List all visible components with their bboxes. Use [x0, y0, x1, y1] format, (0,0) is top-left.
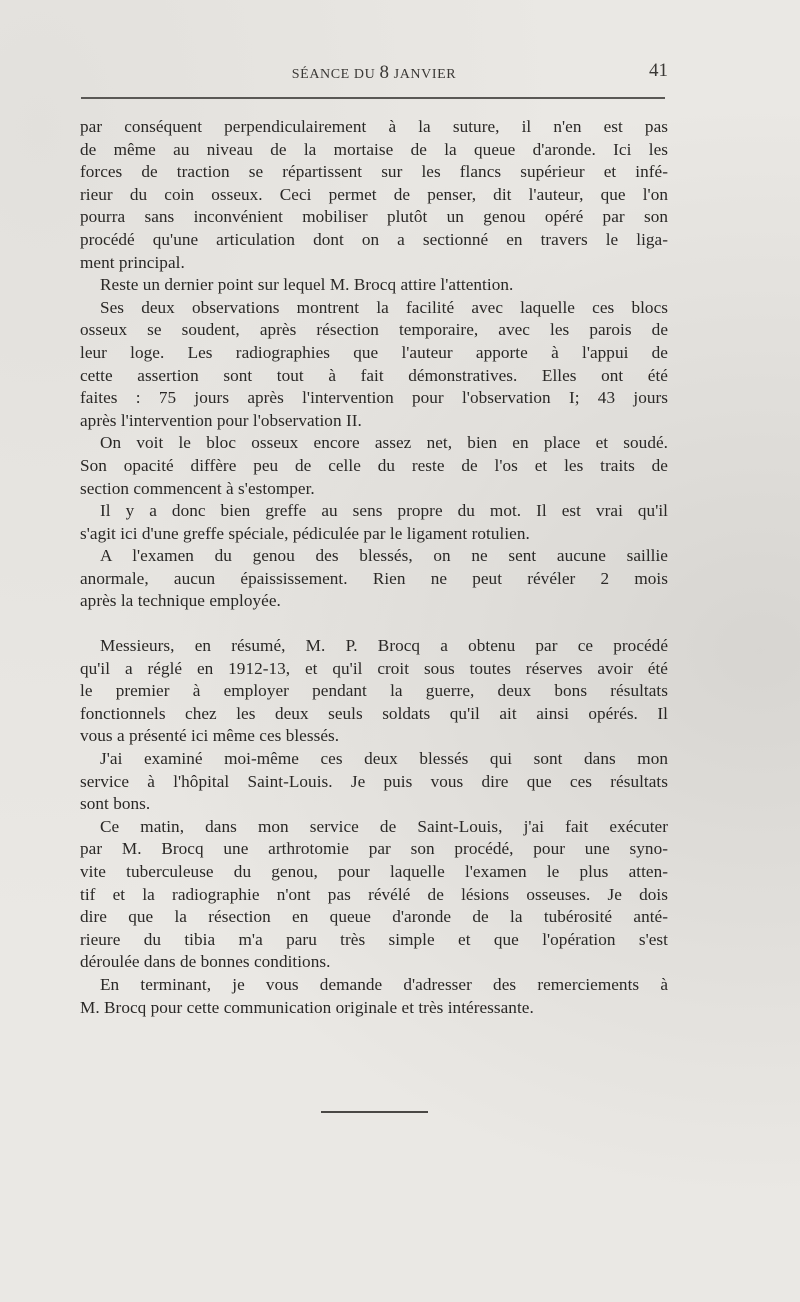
text-line: fonctionnels chez les deux seuls soldats qu'il ait ainsi opérés. Il [80, 703, 668, 723]
running-title-suffix: JANVIER [389, 67, 457, 82]
text-line: A l'examen du genou des blessés, on ne sent aucune saillie [100, 546, 668, 566]
text-line: anormale, aucun épaississement. Rien ne peut révéler 2 mois [80, 568, 668, 588]
text-line: ment principal. [80, 252, 185, 272]
text-line: pourra sans inconvénient mobiliser plutôt un genou opéré par son [80, 207, 668, 227]
paragraph [80, 974, 668, 1019]
text-line: section commencent à s'estomper. [80, 478, 315, 498]
running-head [80, 60, 668, 84]
paragraph [80, 545, 668, 613]
end-rule [321, 1111, 428, 1113]
text-line: vous a présenté ici même ces blessés. [80, 726, 340, 746]
text-line: J'ai examiné moi-même ces deux blessés qui sont dans mon [100, 749, 668, 769]
text-line: vite tuberculeuse du genou, pour laquelle l'examen le plus atten- [80, 862, 668, 881]
text-line: par conséquent perpendiculairement à la suture, il n'en est pas [80, 117, 668, 136]
text-line: leur loge. Les radiographies que l'auteur apporte à l'appui de [80, 342, 668, 362]
text-line: sont bons. [80, 794, 151, 814]
text-line: après la technique employée. [80, 591, 281, 611]
text-line: rieure du tibia m'a paru très simple et que l'opération s'est [80, 929, 668, 949]
paragraph [80, 432, 668, 500]
text-line: faites : 75 jours après l'intervention pour l'observation I; 43 jours [80, 388, 668, 408]
text-line: de même au niveau de la mortaise de la queue d'aronde. Ici les [80, 139, 668, 159]
section-gap [80, 613, 668, 635]
text-line: Reste un dernier point sur lequel M. Brocq attire l'attention. [100, 275, 514, 295]
text-line: rieur du coin osseux. Ceci permet de penser, dit l'auteur, que l'on [80, 184, 668, 204]
text-line: s'agit ici d'une greffe spéciale, pédiculée par le ligament rotulien. [80, 523, 530, 543]
text-line: En terminant, je vous demande d'adresser des remerciements à [100, 974, 668, 994]
page-number: 41 [649, 60, 668, 81]
text-line: par M. Brocq une arthrotomie par son procédé, pour une syno- [80, 839, 668, 859]
running-title-prefix: SÉANCE DU [291, 67, 380, 82]
paragraph [80, 635, 668, 748]
text-line: après l'intervention pour l'observation II. [80, 410, 362, 430]
text-line: service à l'hôpital Saint-Louis. Je puis vous dire que ces résultats [80, 771, 668, 791]
paragraph [80, 297, 668, 433]
text-line: le premier à employer pendant la guerre, deux bons résultats [80, 681, 668, 701]
paragraph [80, 116, 668, 274]
text-line: procédé qu'une articulation dont on a sectionné en travers le liga- [80, 229, 668, 249]
text-line: qu'il a réglé en 1912-13, et qu'il croit sous toutes réserves avoir été [80, 658, 668, 678]
text-line: forces de traction se répartissent sur les flancs supérieur et infé- [80, 162, 668, 182]
body-text [80, 116, 668, 1019]
text-line: Son opacité diffère peu de celle du reste de l'os et les traits de [80, 455, 668, 475]
header-rule [81, 97, 665, 99]
text-line: Ses deux observations montrent la facilité avec laquelle ces blocs [100, 297, 668, 317]
text-line: tif et la radiographie n'ont pas révélé de lésions osseuses. Je dois [80, 884, 668, 904]
paragraph [80, 274, 668, 297]
text-line: M. Brocq pour cette communication originale et très intéressante. [80, 997, 534, 1017]
text-line: osseux se soudent, après résection temporaire, avec les parois de [80, 320, 668, 340]
text-line: Messieurs, en résumé, M. P. Brocq a obtenu par ce procédé [100, 636, 668, 656]
paragraph [80, 500, 668, 545]
paragraph [80, 748, 668, 816]
text-line: Il y a donc bien greffe au sens propre du mot. Il est vrai qu'il [100, 501, 668, 521]
text-line: cette assertion sont tout à fait démonstratives. Elles ont été [80, 365, 668, 385]
running-title [80, 62, 668, 84]
text-line: Ce matin, dans mon service de Saint-Louis, j'ai fait exécuter [100, 816, 668, 836]
paragraph [80, 816, 668, 974]
text-line: déroulée dans de bonnes conditions. [80, 952, 331, 972]
running-title-day: 8 [379, 62, 390, 83]
text-line: On voit le bloc osseux encore assez net, bien en place et soudé. [100, 433, 668, 453]
text-line: dire que la résection en queue d'aronde de la tubérosité anté- [80, 907, 668, 927]
